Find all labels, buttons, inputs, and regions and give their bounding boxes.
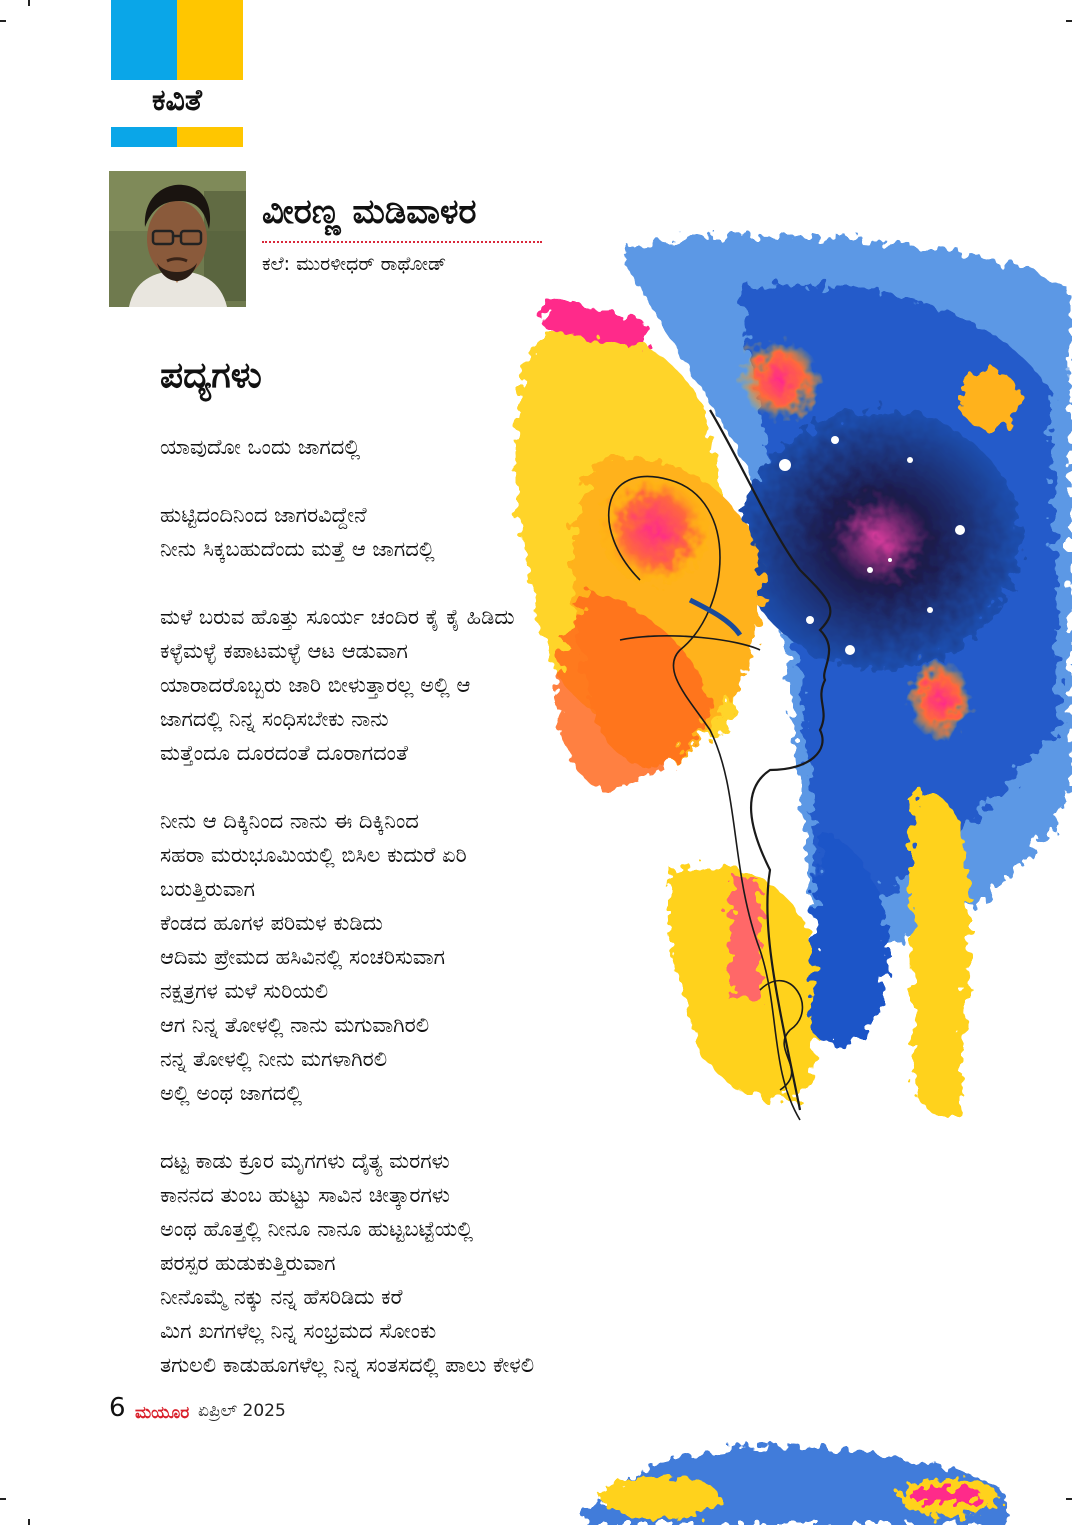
poem-line: ನೀನು ಸಿಕ್ಕಬಹುದೆಂದು ಮತ್ತೆ ಆ ಜಾಗದಲ್ಲಿ	[160, 537, 435, 561]
poem-line: ಆದಿಮ ಪ್ರೇಮದ ಹಸಿವಿನಲ್ಲಿ ಸಂಚರಿಸುವಾಗ	[160, 945, 446, 969]
poem-line: ನೀನೊಮ್ಮೆ ನಕ್ಕು ನನ್ನ ಹೆಸರಿಡಿದು ಕರೆ	[160, 1285, 403, 1309]
poem-line: ಮತ್ತೆಂದೂ ದೂರದಂತೆ ದೂರಾಗದಂತೆ	[160, 741, 408, 765]
category-color-block	[111, 0, 243, 80]
poem-line: ನೀನು ಆ ದಿಕ್ಕಿನಿಂದ ನಾನು ಈ ದಿಕ್ಕಿನಿಂದ	[160, 809, 419, 833]
crop-mark	[28, 0, 30, 6]
poem-line: ಸಹರಾ ಮರುಭೂಮಿಯಲ್ಲಿ ಬಿಸಿಲ ಕುದುರೆ ಏರಿ	[160, 843, 467, 867]
poem-line: ಅಲ್ಲಿ ಅಂಥ ಜಾಗದಲ್ಲಿ	[160, 1081, 303, 1105]
poem-line: ಜಾಗದಲ್ಲಿ ನಿನ್ನ ಸಂಧಿಸಬೇಕು ನಾನು	[160, 707, 389, 731]
author-name: ವೀರಣ್ಣ ಮಡಿವಾಳರ	[262, 192, 477, 232]
magazine-brand: ಮಯೂರ	[135, 1403, 190, 1423]
crop-mark	[1066, 20, 1072, 22]
crop-mark	[1066, 1498, 1072, 1500]
illustration-bottom	[520, 1418, 1020, 1525]
illustration-face	[440, 230, 1072, 1150]
poem-line: ತಗುಲಲಿ ಕಾಡುಹೂಗಳೆಲ್ಲ ನಿನ್ನ ಸಂತಸದಲ್ಲಿ ಪಾಲು ಕೇಳಲಿ	[160, 1353, 535, 1377]
poem-line: ಕಳ್ಳೆಮಳ್ಳೆ ಕಪಾಟಮಳ್ಳೆ ಆಟ ಆಡುವಾಗ	[160, 639, 408, 663]
poem-line: ಅಂಥ ಹೊತ್ತಲ್ಲಿ ನೀನೂ ನಾನೂ ಹುಟ್ಟಬಟ್ಟೆಯಲ್ಲಿ	[160, 1217, 474, 1241]
category-color-bar	[111, 127, 243, 147]
stanza	[160, 430, 534, 464]
poem-body	[160, 430, 534, 1416]
poem-line: ಬರುತ್ತಿರುವಾಗ	[160, 877, 255, 901]
poem-line: ನಕ್ಷತ್ರಗಳ ಮಳೆ ಸುರಿಯಲಿ	[160, 979, 329, 1003]
poem-line: ಯಾರಾದರೊಬ್ಬರು ಜಾರಿ ಬೀಳುತ್ತಾರಲ್ಲ ಅಲ್ಲಿ ಆ	[160, 673, 471, 697]
crop-mark	[0, 1498, 6, 1500]
poem-line: ಮಳೆ ಬರುವ ಹೊತ್ತು ಸೂರ್ಯ ಚಂದಿರ ಕೈ ಕೈ ಹಿಡಿದು	[160, 605, 515, 629]
poem-line: ಪರಸ್ಪರ ಹುಡುಕುತ್ತಿರುವಾಗ	[160, 1251, 336, 1275]
stanza	[160, 804, 534, 1110]
crop-mark	[0, 20, 6, 22]
poem-line: ನನ್ನ ತೋಳಲ್ಲಿ ನೀನು ಮಗಳಾಗಿರಲಿ	[160, 1047, 388, 1071]
issue-date: ಏಪ್ರಿಲ್ 2025	[198, 1401, 286, 1421]
poem-title: ಪದ್ಯಗಳು	[160, 355, 262, 396]
stanza	[160, 498, 534, 566]
poem-line: ದಟ್ಟ ಕಾಡು ಕ್ರೂರ ಮೃಗಗಳು ದೈತ್ಯ ಮರಗಳು	[160, 1149, 450, 1173]
category-label: ಕವಿತೆ	[152, 83, 202, 118]
stanza	[160, 600, 534, 770]
crop-mark	[28, 1519, 30, 1525]
stanza	[160, 1144, 534, 1382]
poem-line: ಆಗ ನಿನ್ನ ತೋಳಲ್ಲಿ ನಾನು ಮಗುವಾಗಿರಲಿ	[160, 1013, 430, 1037]
poem-line: ಯಾವುದೋ ಒಂದು ಜಾಗದಲ್ಲಿ	[160, 435, 361, 459]
poem-line: ಹುಟ್ಟಿದಂದಿನಿಂದ ಜಾಗರವಿದ್ದೇನೆ	[160, 503, 367, 527]
poem-line: ಮಿಗ ಖಗಗಳೆಲ್ಲ ನಿನ್ನ ಸಂಭ್ರಮದ ಸೋಂಕು	[160, 1319, 437, 1343]
art-credit: ಕಲೆ: ಮುರಳೀಧರ್ ರಾಥೋಡ್	[262, 253, 447, 275]
poem-line: ಕಾನನದ ತುಂಬ ಹುಟ್ಟು ಸಾವಿನ ಚೀತ್ಕಾರಗಳು	[160, 1183, 450, 1207]
poem-line: ಕೆಂಡದ ಹೂಗಳ ಪರಿಮಳ ಕುಡಿದು	[160, 911, 383, 935]
author-photo	[109, 171, 246, 307]
page-number: 6	[109, 1393, 126, 1423]
